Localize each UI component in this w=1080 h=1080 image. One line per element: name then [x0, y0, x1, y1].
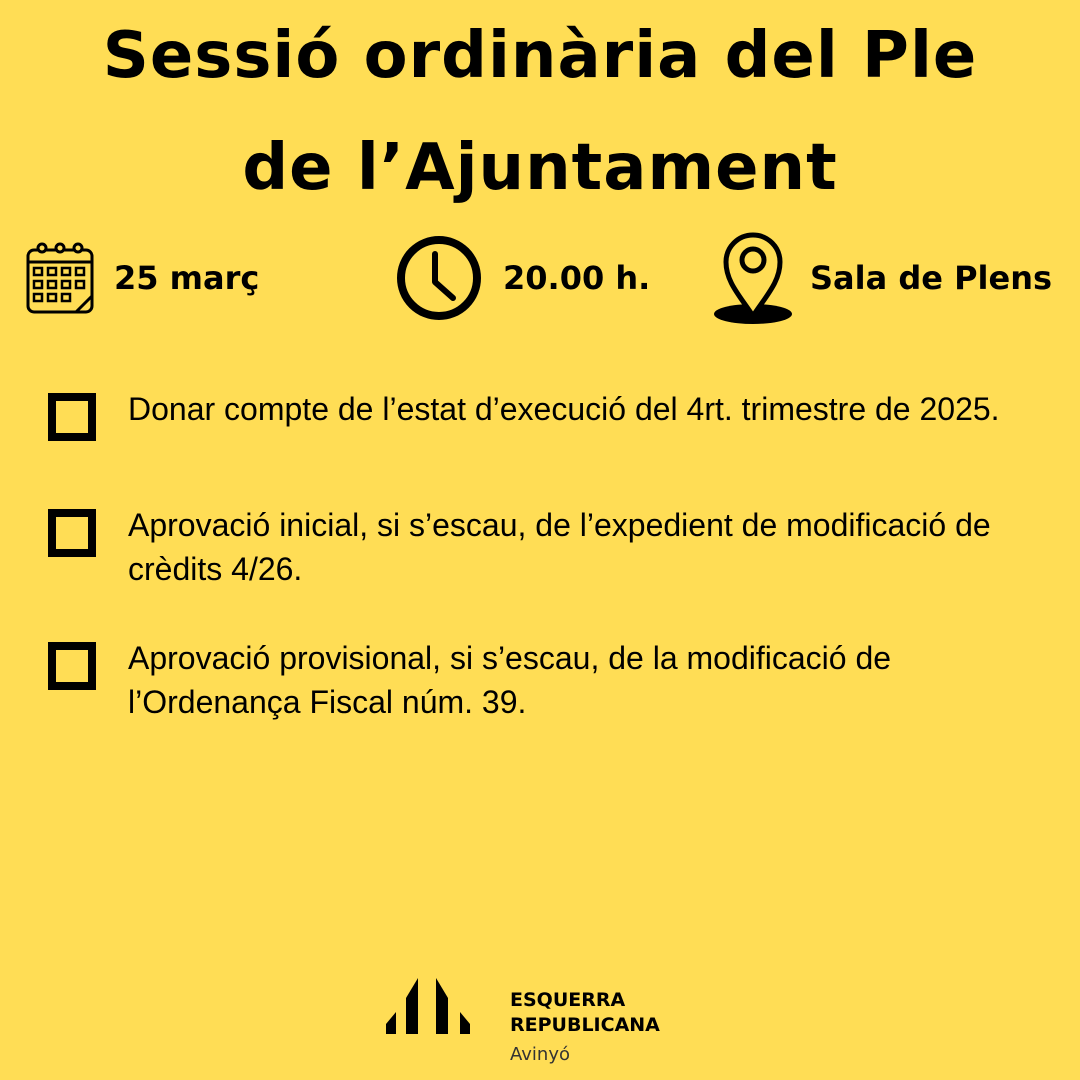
event-place-label: Sala de Plens [810, 259, 1053, 297]
agenda-item-text: Aprovació provisional, si s’escau, de la modificació de l’Ordenança Fiscal núm. 39. [128, 640, 892, 720]
party-name-line-2: REPUBLICANA [510, 1014, 660, 1036]
party-logo-mark-icon [386, 978, 486, 1041]
title-line-2: de l’Ajuntament [242, 131, 838, 205]
clock-icon [395, 234, 483, 322]
event-date [24, 228, 259, 328]
agenda-checkbox[interactable] [48, 393, 96, 441]
title-line-1: Sessió ordinària del Ple [102, 19, 978, 93]
agenda-item-text: Aprovació inicial, si s’escau, de l’expedient de modificació de crèdits 4/26. [128, 507, 991, 587]
agenda-checkbox[interactable] [48, 509, 96, 557]
event-date-label: 25 març [114, 259, 260, 297]
agenda-checkbox[interactable] [48, 642, 96, 690]
event-place [712, 228, 1052, 328]
event-time-label: 20.00 h. [503, 259, 651, 297]
location-pin-icon [712, 230, 794, 326]
party-location: Avinyó [510, 1044, 570, 1065]
party-name [510, 988, 660, 1038]
event-info-row [0, 228, 1080, 328]
event-time [395, 228, 650, 328]
party-logo [386, 978, 686, 1073]
calendar-icon [24, 240, 96, 316]
party-name-line-1: ESQUERRA [510, 989, 626, 1011]
agenda-item-text: Donar compte de l’estat d’execució del 4rt. trimestre de 2025. [128, 391, 1000, 427]
page-title [0, 0, 1080, 224]
